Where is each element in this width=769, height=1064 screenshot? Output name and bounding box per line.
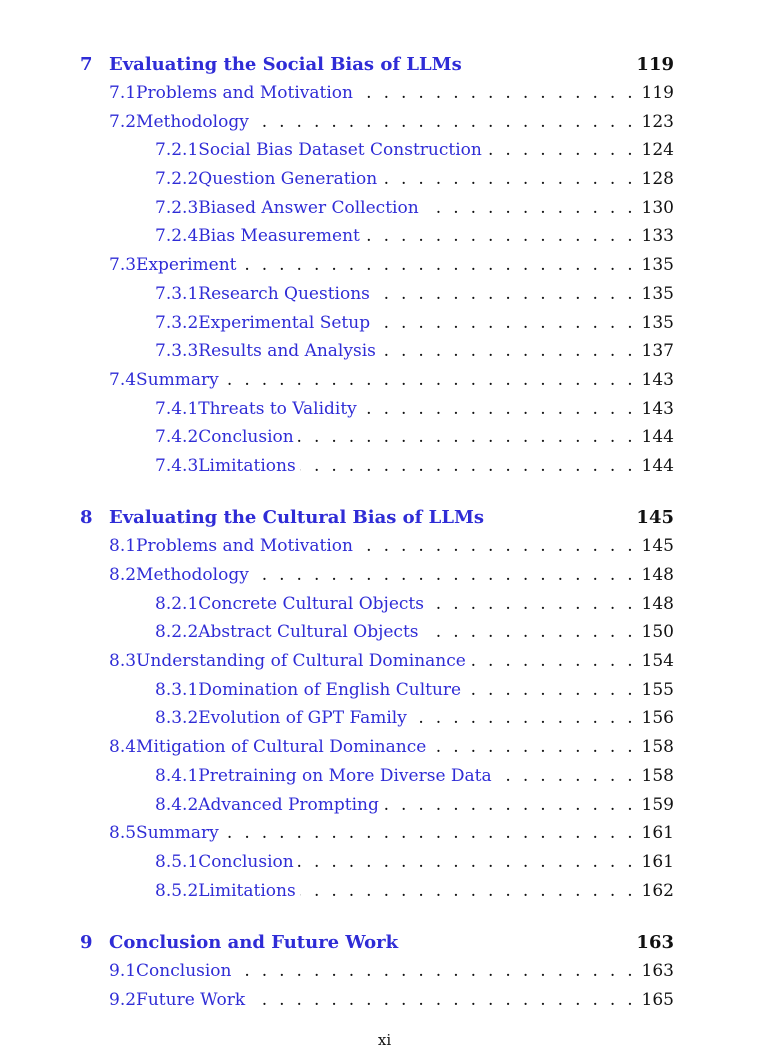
toc-section-link[interactable] [80, 366, 674, 395]
toc-subsection-link[interactable] [80, 394, 674, 423]
subsection-title: Abstract Cultural Objects [198, 622, 422, 642]
subsection-number: 7.4.1 [155, 398, 199, 419]
subsection-title: Experimental Setup [198, 313, 374, 333]
section-page-number: 135 [636, 255, 674, 275]
section-title: Methodology [136, 112, 253, 132]
section-number: 8.1 [109, 536, 137, 557]
section-page-number: 163 [636, 961, 674, 981]
toc-subsection-link[interactable] [80, 452, 674, 481]
subsection-number: 8.4.1 [155, 765, 199, 786]
toc-subsection-link[interactable] [80, 337, 674, 366]
subsection-number: 8.5.2 [155, 880, 199, 901]
dot-leader [364, 226, 636, 246]
toc-section-link[interactable] [80, 532, 674, 561]
dot-leader [374, 284, 636, 304]
subsection-number: 7.4.3 [155, 455, 199, 476]
subsection-number: 7.3.2 [155, 312, 199, 333]
subsection-number: 7.3.3 [155, 341, 199, 362]
subsection-title: Results and Analysis [198, 341, 380, 361]
dot-leader [361, 399, 636, 419]
dot-leader [298, 427, 636, 447]
dot-leader [236, 961, 637, 981]
subsection-page-number: 158 [636, 766, 674, 786]
section-number: 7.2 [109, 111, 137, 132]
dot-leader [223, 370, 636, 390]
subsection-title: Domination of English Culture [198, 680, 465, 700]
section-number: 8.4 [109, 737, 137, 758]
subsection-number: 7.4.2 [155, 427, 199, 448]
subsection-page-number: 130 [636, 198, 674, 218]
chapter-title: Evaluating the Cultural Bias of LLMs [109, 507, 488, 528]
subsection-number: 8.5.1 [155, 851, 199, 872]
section-page-number: 119 [636, 83, 674, 103]
subsection-number: 7.2.3 [155, 197, 199, 218]
subsection-number: 7.2.4 [155, 226, 199, 247]
chapter-block-7 [80, 50, 674, 480]
toc-section-link[interactable] [80, 107, 674, 136]
subsection-page-number: 144 [636, 456, 674, 476]
chapter-block-9 [80, 928, 674, 1014]
chapter-title: Conclusion and Future Work [109, 932, 402, 953]
subsection-page-number: 135 [636, 313, 674, 333]
subsection-title: Advanced Prompting [198, 795, 383, 815]
chapter-number: 7 [80, 53, 93, 75]
subsection-page-number: 137 [636, 341, 674, 361]
chapter-number: 8 [80, 507, 93, 529]
toc-section-link[interactable] [80, 985, 674, 1014]
toc-subsection-link[interactable] [80, 423, 674, 452]
dot-leader [357, 83, 636, 103]
subsection-page-number: 128 [636, 169, 674, 189]
dot-leader [300, 456, 636, 476]
section-title: Problems and Motivation [136, 83, 357, 103]
toc-subsection-link[interactable] [80, 165, 674, 194]
toc-subsection-link[interactable] [80, 280, 674, 309]
section-page-number: 143 [636, 370, 674, 390]
subsection-page-number: 150 [636, 622, 674, 642]
dot-leader [253, 565, 636, 585]
chapter-block-8 [80, 503, 674, 905]
section-number: 8.5 [109, 823, 137, 844]
dot-leader [381, 169, 636, 189]
subsection-title: Conclusion [198, 852, 297, 872]
toc-section-link[interactable] [80, 251, 674, 280]
dot-leader [465, 680, 636, 700]
dot-leader [428, 594, 636, 614]
toc-subsection-link[interactable] [80, 222, 674, 251]
section-number: 7.3 [109, 255, 137, 276]
toc-subsection-link[interactable] [80, 589, 674, 618]
subsection-title: Bias Measurement [198, 226, 364, 246]
section-page-number: 161 [636, 823, 674, 843]
dot-leader [470, 651, 636, 671]
dot-leader [357, 536, 636, 556]
dot-leader [411, 708, 636, 728]
subsection-page-number: 135 [636, 284, 674, 304]
toc-section-link[interactable] [80, 957, 674, 986]
section-page-number: 123 [636, 112, 674, 132]
subsection-title: Pretraining on More Diverse Data [198, 766, 495, 786]
subsection-page-number: 159 [636, 795, 674, 815]
subsection-title: Evolution of GPT Family [198, 708, 411, 728]
section-page-number: 158 [636, 737, 674, 757]
subsection-number: 8.2.1 [155, 593, 199, 614]
section-title: Summary [136, 370, 223, 390]
subsection-number: 7.2.1 [155, 140, 199, 161]
dot-leader [374, 313, 636, 333]
section-number: 9.2 [109, 989, 137, 1010]
subsection-number: 8.2.2 [155, 622, 199, 643]
section-page-number: 148 [636, 565, 674, 585]
toc-subsection-link[interactable] [80, 876, 674, 905]
section-title: Problems and Motivation [136, 536, 357, 556]
subsection-page-number: 148 [636, 594, 674, 614]
toc-subsection-link[interactable] [80, 193, 674, 222]
toc-section-link[interactable] [80, 733, 674, 762]
toc-subsection-link[interactable] [80, 136, 674, 165]
subsection-page-number: 143 [636, 399, 674, 419]
dot-leader [423, 622, 636, 642]
subsection-number: 8.4.2 [155, 794, 199, 815]
section-title: Conclusion [136, 961, 235, 981]
toc-subsection-link[interactable] [80, 848, 674, 877]
subsection-title: Concrete Cultural Objects [198, 594, 428, 614]
subsection-title: Threats to Validity [198, 399, 361, 419]
toc-subsection-link[interactable] [80, 308, 674, 337]
toc-subsection-link[interactable] [80, 704, 674, 733]
toc-section-link[interactable] [80, 647, 674, 676]
chapter-page-number: 145 [632, 507, 674, 528]
toc-subsection-link[interactable] [80, 675, 674, 704]
subsection-title: Social Bias Dataset Construction [198, 140, 486, 160]
subsection-page-number: 124 [636, 140, 674, 160]
dot-leader [241, 255, 636, 275]
toc-section-link[interactable] [80, 819, 674, 848]
dot-leader [300, 881, 636, 901]
section-number: 7.4 [109, 369, 137, 390]
table-of-contents [80, 50, 674, 1014]
subsection-number: 7.3.1 [155, 283, 199, 304]
chapter-number: 9 [80, 931, 93, 953]
toc-chapter-link[interactable] [80, 50, 674, 79]
dot-leader [380, 341, 636, 361]
section-number: 8.2 [109, 565, 137, 586]
dot-leader [430, 737, 636, 757]
dot-leader [423, 198, 636, 218]
section-title: Experiment [136, 255, 240, 275]
toc-subsection-link[interactable] [80, 790, 674, 819]
toc-section-link[interactable] [80, 79, 674, 108]
toc-subsection-link[interactable] [80, 618, 674, 647]
subsection-page-number: 133 [636, 226, 674, 246]
section-title: Understanding of Cultural Dominance [136, 651, 470, 671]
section-page-number: 145 [636, 536, 674, 556]
subsection-title: Limitations [198, 881, 299, 901]
section-page-number: 165 [636, 990, 674, 1010]
section-number: 8.3 [109, 651, 137, 672]
toc-subsection-link[interactable] [80, 762, 674, 791]
subsection-title: Limitations [198, 456, 299, 476]
subsection-title: Research Questions [198, 284, 374, 304]
subsection-page-number: 161 [636, 852, 674, 872]
section-title: Methodology [136, 565, 253, 585]
dot-leader [486, 140, 636, 160]
subsection-page-number: 156 [636, 708, 674, 728]
subsection-title: Biased Answer Collection [198, 198, 422, 218]
section-number: 9.1 [109, 960, 137, 981]
section-title: Mitigation of Cultural Dominance [136, 737, 430, 757]
chapter-page-number: 163 [632, 932, 674, 953]
subsection-number: 8.3.1 [155, 679, 199, 700]
subsection-number: 8.3.2 [155, 708, 199, 729]
dot-leader [223, 823, 636, 843]
subsection-page-number: 144 [636, 427, 674, 447]
page-number-footer: xi [377, 1031, 392, 1049]
subsection-page-number: 162 [636, 881, 674, 901]
section-title: Future Work [136, 990, 249, 1010]
chapter-page-number: 119 [632, 54, 674, 75]
section-page-number: 154 [636, 651, 674, 671]
chapter-title: Evaluating the Social Bias of LLMs [109, 54, 466, 75]
toc-section-link[interactable] [80, 561, 674, 590]
section-title: Summary [136, 823, 223, 843]
dot-leader [496, 766, 636, 786]
toc-chapter-link[interactable] [80, 503, 674, 532]
subsection-number: 7.2.2 [155, 169, 199, 190]
subsection-page-number: 155 [636, 680, 674, 700]
subsection-title: Conclusion [198, 427, 297, 447]
section-number: 7.1 [109, 83, 137, 104]
dot-leader [253, 112, 636, 132]
toc-chapter-link[interactable] [80, 928, 674, 957]
dot-leader [383, 795, 636, 815]
dot-leader [298, 852, 636, 872]
subsection-title: Question Generation [198, 169, 381, 189]
dot-leader [249, 990, 636, 1010]
